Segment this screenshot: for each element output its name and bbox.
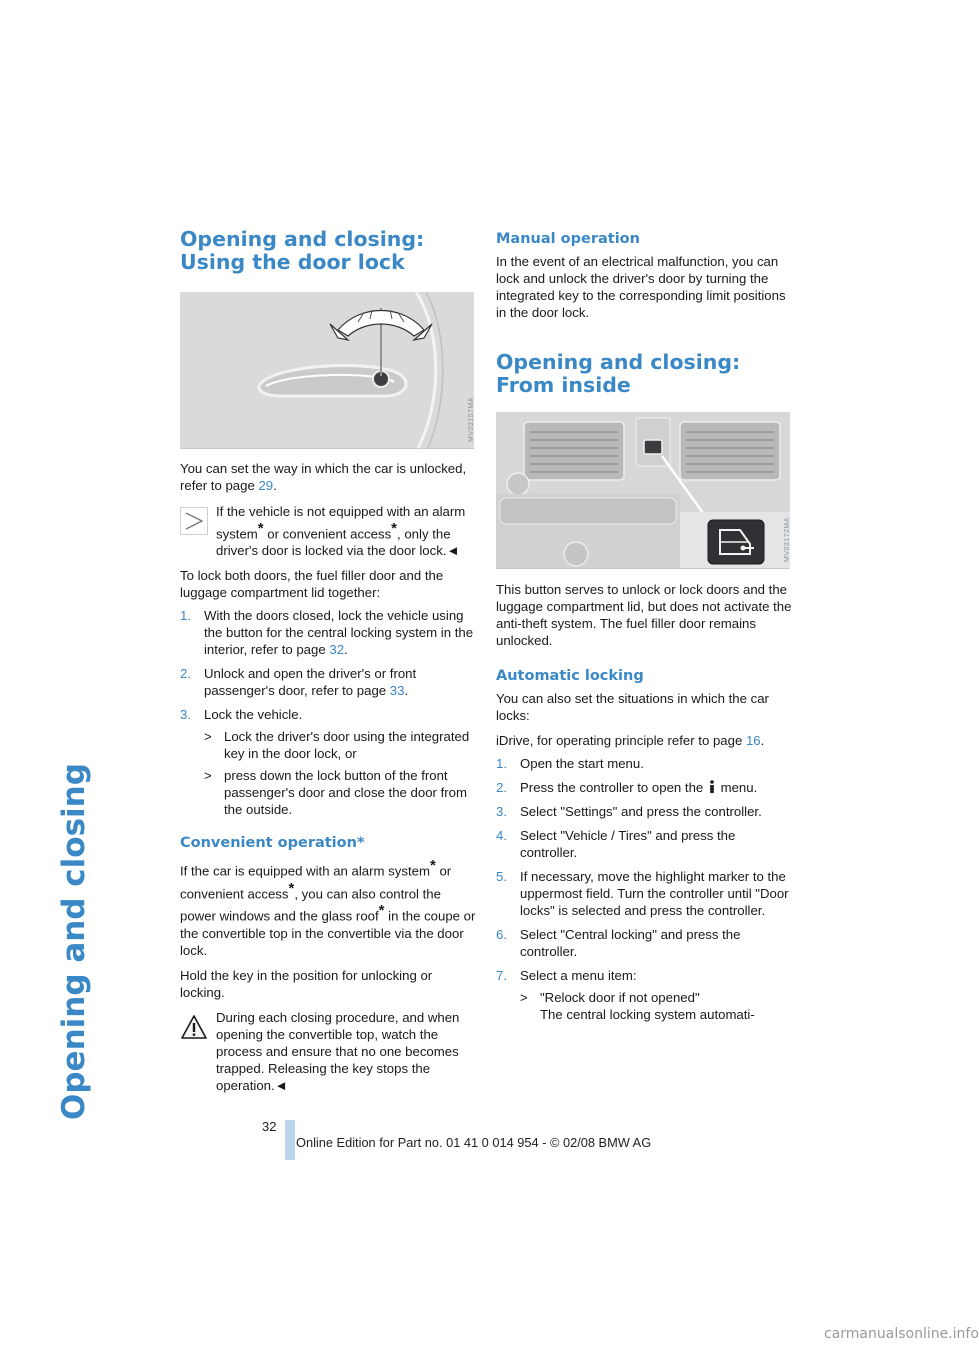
hold-key-text: Hold the key in the position for unlocking or locking. xyxy=(180,967,433,1000)
idrive-reference-text: iDrive, for operating principle refer to page 16. xyxy=(496,733,765,748)
list-item: 3. Select "Settings" and press the controller. xyxy=(496,804,762,819)
info-i-icon xyxy=(707,780,717,793)
warning-triangle-icon xyxy=(180,1013,208,1041)
warning-text: During each closing procedure, and when opening the convertible top, watch the process and ensure that no one becomes trapped. Releasing the key stops the operation.◄ xyxy=(216,1009,460,1093)
list-item: 2. Unlock and open the driver's or front passenger's door, refer to page 33. xyxy=(180,666,417,699)
page-number: 32 xyxy=(262,1119,277,1134)
footer-edition-text: Online Edition for Part no. 01 41 0 014 954 - © 02/08 BMW AG xyxy=(296,1135,652,1150)
list-item: 2. Press the controller to open the menu. xyxy=(496,780,758,795)
page-link-29[interactable]: 29 xyxy=(258,478,274,493)
sub-list-item: > Lock the driver's door using the integrated key in the door lock, or xyxy=(204,729,470,762)
manual-operation-heading: Manual operation xyxy=(496,231,640,247)
optional-star: * xyxy=(288,879,295,897)
section-heading-from-inside: Opening and closing: From inside xyxy=(496,350,741,397)
door-handle-drawing xyxy=(180,292,474,448)
list-item: 5. If necessary, move the highlight marker to the uppermost field. Turn the controller until "Door locks" is selected and press the controller. xyxy=(496,869,789,918)
lock-intro-paragraph: To lock both doors, the fuel filler door and the luggage compartment lid together: xyxy=(180,568,444,601)
automatic-locking-heading: Automatic locking xyxy=(496,668,644,684)
right-column xyxy=(496,230,792,1023)
optional-star: * xyxy=(429,857,436,875)
image-code: MV03172MA xyxy=(784,517,791,562)
note-block xyxy=(180,503,476,559)
button-description-text: This button serves to unlock or lock doors and the luggage compartment lid, but does not activate the anti-theft system. The fuel filler door remains unlocked. xyxy=(496,582,792,648)
list-item: 1. Open the start menu. xyxy=(496,756,644,771)
manual-operation-text: In the event of an electrical malfunction, you can lock and unlock the driver's door by turning the integrated key to the corresponding limit positions in the door lock. xyxy=(496,254,786,320)
watermark: carmanualsonline.info xyxy=(824,1326,979,1342)
section-heading-door-lock: Opening and closing: Using the door lock xyxy=(180,227,425,274)
lock-button-icon xyxy=(710,522,762,562)
list-item: 6. Select "Central locking" and press the controller. xyxy=(496,927,741,959)
page-link-16[interactable]: 16 xyxy=(745,733,761,748)
list-item: 7. Select a menu item: xyxy=(496,968,637,983)
optional-star: * xyxy=(257,520,264,537)
lock-steps-list xyxy=(180,607,476,818)
automatic-locking-text: You can also set the situations in which the car locks: xyxy=(496,691,769,723)
sub-list-item: > "Relock door if not opened" The central locking system automati- xyxy=(520,990,755,1022)
left-column xyxy=(180,228,476,1094)
list-item: 4. Select "Vehicle / Tires" and press the controller. xyxy=(496,828,736,860)
automatic-locking-steps xyxy=(496,755,792,1023)
note-text: If the vehicle is not equipped with an alarm system* or convenient access*, only the driver's door is locked via the door lock.◄ xyxy=(216,504,466,559)
page-link-33[interactable]: 33 xyxy=(389,683,405,699)
central-locking-button-illustration xyxy=(496,412,790,569)
convenient-operation-text: If the car is equipped with an alarm system* or convenient access*, you can also control the power windows and the glass roof* in the coupe or the convertible top in the convertible via the door lock. xyxy=(180,857,476,958)
optional-star: * xyxy=(391,520,398,537)
page-link-32[interactable]: 32 xyxy=(329,642,345,658)
door-handle-illustration xyxy=(180,292,474,449)
intro-paragraph: You can set the way in which the car is unlocked, refer to page 29. xyxy=(180,461,467,493)
warning-block xyxy=(180,1009,476,1094)
convenient-operation-heading: Convenient operation* xyxy=(180,835,365,852)
note-triangle-icon xyxy=(180,507,208,535)
image-code: MV03157MA xyxy=(468,397,475,442)
optional-star: * xyxy=(378,902,385,920)
sub-list-item: > press down the lock button of the front passenger's door and close the door from the outside. xyxy=(204,768,467,818)
sidebar-section-title xyxy=(56,763,96,1120)
list-item: 3. Lock the vehicle. xyxy=(180,707,303,723)
footer-accent-bar xyxy=(285,1120,295,1160)
list-item: 1. With the doors closed, lock the vehicle using the button for the central locking system in the interior, refer to page 32. xyxy=(180,608,474,658)
sidebar-section-title-text: Opening and closing xyxy=(56,763,92,1120)
